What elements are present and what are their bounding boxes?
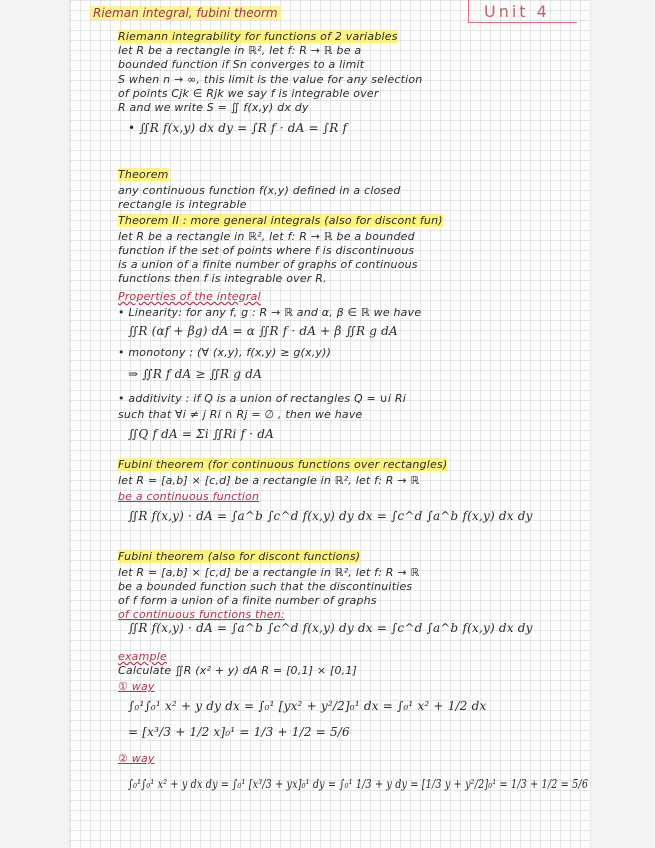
note-line: such that ∀i ≠ j Ri ∩ Rj = ∅ , then we have (118, 408, 363, 421)
note-line: Theorem (118, 168, 169, 181)
note-line: • additivity : if Q is a union of rectangles Q = ∪i Ri (118, 392, 406, 405)
note-line: = [x³/3 + 1/2 x]₀¹ = 1/3 + 1/2 = 5/6 (128, 725, 350, 739)
note-line: any continuous function f(x,y) defined in a closed (118, 184, 401, 197)
note-line: of f form a union of a finite number of graphs (118, 594, 377, 607)
note-line: ∬Q f dA = Σi ∬Ri f · dA (128, 427, 275, 441)
note-line: let R = [a,b] × [c,d] be a rectangle in ℝ², let f: R → ℝ (118, 566, 420, 579)
note-line: • ∬R f(x,y) dx dy = ∫R f · dA = ∫R f (128, 121, 348, 135)
note-line: function if the set of points where f is discontinuous (118, 244, 415, 257)
note-line: ② way (118, 752, 155, 765)
note-line: ∬R (αf + βg) dA = α ∬R f · dA + β ∬R g dA (128, 324, 398, 338)
note-line: • monotony : (∀ (x,y), f(x,y) ≥ g(x,y)) (118, 346, 332, 359)
note-line: is a union of a finite number of graphs of continuous (118, 258, 418, 271)
note-line: ∬R f(x,y) · dA = ∫a^b ∫c^d f(x,y) dy dx = ∫c^d ∫a^b f(x,y) dx dy (128, 509, 533, 523)
note-line: Theorem II : more general integrals (also for discont fun) (118, 214, 443, 227)
note-line: Calculate ∬R (x² + y) dA R = [0,1] × [0,1] (118, 664, 358, 677)
note-line: Fubini theorem (also for discont functions) (118, 550, 361, 563)
notebook-page (70, 0, 590, 848)
note-line: bounded function if Sn converges to a limit (118, 58, 365, 71)
note-line: be a bounded function such that the discontinuities (118, 580, 413, 593)
note-line: ∫₀¹∫₀¹ x² + y dx dy = ∫₀¹ [x³/3 + yx]₀¹ dy = ∫₀¹ 1/3 + y dy = [1/3 y + y²/2]₀¹ = 1/3 + 1/2 = 5/6 (128, 777, 589, 791)
note-line: ∬R f(x,y) · dA = ∫a^b ∫c^d f(x,y) dy dx = ∫c^d ∫a^b f(x,y) dx dy (128, 621, 533, 635)
note-line: Properties of the integral (118, 290, 261, 303)
note-line: of points Cjk ∈ Rjk we say f is integrable over (118, 87, 379, 100)
note-line: let R = [a,b] × [c,d] be a rectangle in ℝ², let f: R → ℝ (118, 474, 420, 487)
note-line: Riemann integrability for functions of 2 variables (118, 30, 398, 43)
note-line: R and we write S = ∬ f(x,y) dx dy (118, 101, 309, 114)
unit-label: Unit 4 (484, 2, 550, 21)
note-line: let R be a rectangle in ℝ², let f: R → ℝ be a (118, 44, 362, 57)
note-line: ∫₀¹∫₀¹ x² + y dy dx = ∫₀¹ [yx² + y²/2]₀¹ dx = ∫₀¹ x² + 1/2 dx (128, 699, 487, 713)
note-line: rectangle is integrable (118, 198, 247, 211)
note-line: • Linearity: for any f, g : R → ℝ and α, β ∈ ℝ we have (118, 306, 422, 319)
note-line: ① way (118, 680, 155, 693)
note-line: of continuous functions then: (118, 608, 285, 621)
note-line: be a continuous function (118, 490, 260, 503)
page-title: Rieman integral, fubini theorm (90, 6, 281, 20)
note-line: let R be a rectangle in ℝ², let f: R → ℝ be a bounded (118, 230, 415, 243)
note-line: example (118, 650, 167, 663)
note-line: functions then f is integrable over R. (118, 272, 327, 285)
note-line: Fubini theorem (for continuous functions over rectangles) (118, 458, 448, 471)
note-line: S when n → ∞, this limit is the value for any selection (118, 73, 423, 86)
note-line: ⇒ ∬R f dA ≥ ∬R g dA (128, 367, 262, 381)
